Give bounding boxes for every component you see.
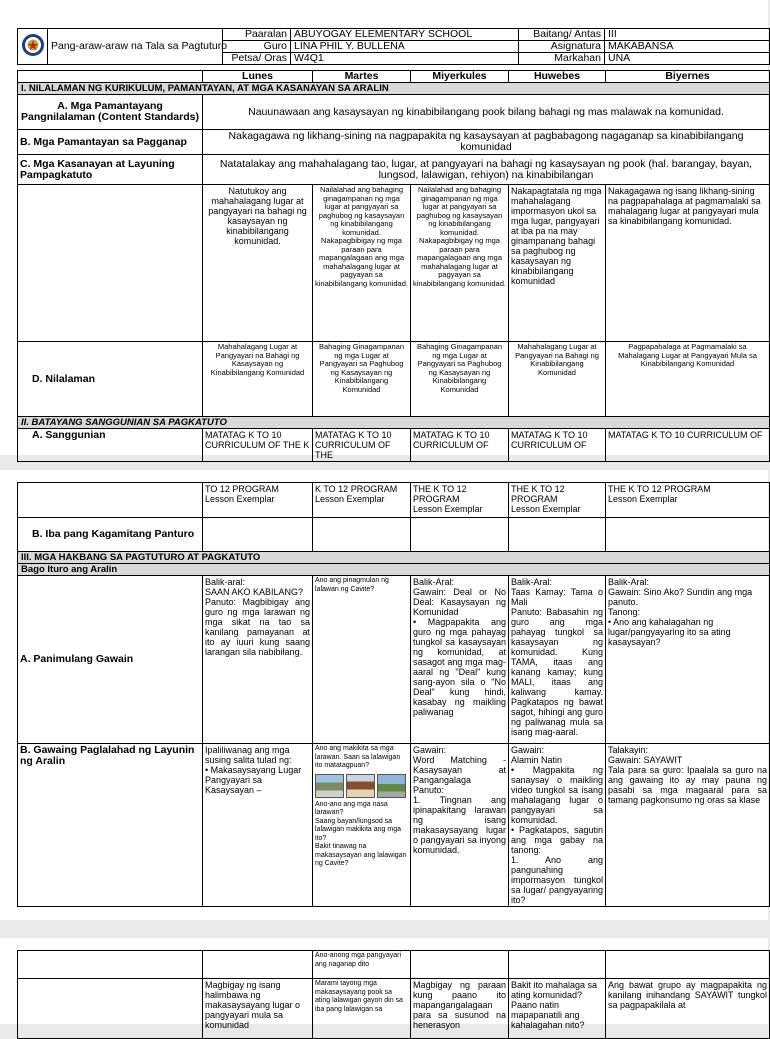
label-content-standards: A. Mga Pamantayang Pangnilalaman (Content Standards) [18,95,203,130]
dll-table-page-1 [17,70,770,462]
sanggunian-cont-blank [18,483,203,518]
day-header-huwebes: Huwebes [509,71,606,83]
p3-row2-miyerkules: Magbigay ng paraan kung paano ito mapangangalagaan para sa susunod na henerasyon [411,979,509,1039]
panimulang-lunes: Balik-aral: SAAN AKO KABILANG? Panuto: Magbibigay ang guro ng mga larawan ng mga sikat na tao sa kanilang pamayanan at ito ay iuuri kung saang larangan sila nabibilang. [203,576,313,744]
paaralan-label: Paaralan [223,29,291,41]
nilalaman-lunes: Mahahalagang Lugar at Pangyayari na Bahagi ng Kasaysayan ng Kinabibilangang Komunidad [203,342,313,417]
objective-lunes: Natutukoy ang mahahalagang lugar at pangyayari na bahagi ng kasaysayan ng kinabibilangang komunidad. [203,185,313,342]
seal-icon [21,33,45,57]
label-performance-standards: B. Mga Pamantayan sa Pagganap [18,130,203,155]
paglalahad-martes-questions: Ano-ano ang mga nasa larawan? Saang bayan/lungsod sa lalawigan makikita ang mga ito? Bakit tinawag na makasaysayan ang lalawigan ng Cavite? [315,800,407,867]
iba-lunes [203,518,313,552]
header-table [17,28,770,65]
landmark-photo-3 [377,774,406,798]
label-competencies: C. Mga Kasanayan at Layuning Pampagkatuto [18,155,203,185]
asignatura-label: Asignatura [519,41,605,53]
nilalaman-martes: Bahaging Ginagampanan ng mga Lugar at Pangyayari sa Paghubog ng Kasaysayan ng Kinabibilangang Komunidad [313,342,411,417]
performance-standards-text: Nakagagawa ng likhang-sining na nagpapakita ng kasaysayan at pagbabagong nagaganap sa kinabibilangang komunidad [203,130,770,155]
sanggunian-cont-martes: K TO 12 PROGRAM Lesson Exemplar [313,483,411,518]
p3-row2-biyernes: Ang bawat grupo ay magpapakita ng kanilang inihandang SAYAWIT tungkol sa pagpapakilala at [606,979,770,1039]
label-iba-pang-kagamitan: B. Iba pang Kagamitang Panturo [18,518,203,552]
label-sanggunian: A. Sanggunian [18,429,203,462]
paglalahad-huwebes: Gawain: Alamin Natin • Magpakita ng sanaysay o maikling video tungkol sa isang mahalagang lugar o pangyayari sa komunidad. • Pagkatapos, sagutin ang mga gabay na tanong: 1. Ano ang pangunahing impormasyon tungkol sa lugar/ pangyayaring ito? [509,744,606,907]
guro-value: LINA PHIL Y. BULLENA [291,41,519,53]
sanggunian-cont-huwebes: THE K TO 12 PROGRAM Lesson Exemplar [509,483,606,518]
sanggunian-cont-lunes: TO 12 PROGRAM Lesson Exemplar [203,483,313,518]
landmark-photos [315,774,408,798]
p3-row1-miyerkules [411,951,509,979]
landmark-photo-1 [315,774,344,798]
baitang-value: III [605,29,770,41]
content-standards-text: Nauunawaan ang kasaysayan ng kinabibilangang pook bilang bahagi ng mas malawak na komunidad. [203,95,770,130]
p3-row2-huwebes: Bakit ito mahalaga sa ating komunidad? Paano natin mapapanatili ang kahalagahan nito? [509,979,606,1039]
baitang-label: Baitang/ Antas [519,29,605,41]
paglalahad-miyerkules: Gawain: Word Matching - Kasaysayan at Pangangalaga Panuto: 1. Tingnan ang ipinapakitang larawan ng isang makasaysayang lugar o pangyayari sa inyong komunidad. [411,744,509,907]
subsection-bago-ituro: Bago Ituro ang Aralin [18,564,770,576]
objective-biyernes: Nakagagawa ng isang likhang-sining na pagpapahalaga at pagmamalaki sa mahalagang lugar at pangyayari mula sa kinabibilangang komunidad. [606,185,770,342]
paglalahad-biyernes: Talakayin: Gawain: SAYAWIT Tala para sa guro: Ipaalala sa guro na ang gawaing ito ay may pauna ng pasabi sa mga magaaral para sa tamang pagkonsumo ng oras sa klase [606,744,770,907]
p3-row1-martes: Ano-anong mga pangyayari ang naganap dito [313,951,411,979]
iba-miyerkules [411,518,509,552]
objectives-label-blank [18,185,203,342]
day-header-lunes: Lunes [203,71,313,83]
label-nilalaman: D. Nilalaman [18,342,203,417]
competencies-text: Natatalakay ang mahahalagang tao, lugar, at pangyayari na bahagi ng kasaysayan ng pook (hal. barangay, bayan, lungsod, lalawigan, rehiyon) na kinabibilangan [203,155,770,185]
label-panimulang-gawain: A. Panimulang Gawain [18,576,203,744]
sanggunian-miyerkules: MATATAG K TO 10 CURRICULUM OF [411,429,509,462]
section-2-heading: II. BATAYANG SANGGUNIAN SA PAGKATUTO [18,417,770,429]
iba-biyernes [606,518,770,552]
petsa-label: Petsa/ Oras [223,53,291,65]
guro-label: Guro [223,41,291,53]
markahan-label: Markahan [519,53,605,65]
iba-martes [313,518,411,552]
objective-martes: Nailalahad ang bahaging ginagampanan ng mga lugar at pangyayari sa paghubog ng kasaysayan ng kinabibilangang komunidad. Nakapagbibigay ng mga paraan para mapangalagaan ang mga mahahalagang lugar at pagyayari sa kinabibilangang komunidad. [313,185,411,342]
p3-row2-label [18,979,203,1039]
p3-row1-huwebes [509,951,606,979]
day-header-martes: Martes [313,71,411,83]
sanggunian-biyernes: MATATAG K TO 10 CURRICULUM OF [606,429,770,462]
nilalaman-miyerkules: Bahaging Ginagampanan ng mga Lugar at Pangyayari sa Paghubog ng Kasaysayan ng Kinabibilangang Komunidad [411,342,509,417]
p3-row2-martes: Marami tayong mga makasaysayang pook sa ating lalawigan gayon din sa iba pang lalawigan sa [313,979,411,1039]
markahan-value: UNA [605,53,770,65]
page-3 [0,938,768,1030]
sanggunian-huwebes: MATATAG K TO 10 CURRICULUM OF [509,429,606,462]
sanggunian-cont-miyerkules: THE K TO 12 PROGRAM Lesson Exemplar [411,483,509,518]
paglalahad-lunes: Ipaliliwanag ang mga susing salita tulad ng: • Makasaysayang Lugar Pangyayari sa Kasaysayan – [203,744,313,907]
panimulang-huwebes: Balik-Aral: Taas Kamay: Tama o Mali Panuto: Babasahin ng guro ang mga pahayag tungkol sa kasaysayan ng komunidad. Kung TAMA, itaas ang kanang kamay; kung MALI, itaas ang kaliwang kamay. Pagkatapos ng bawat sagot, hihingi ang guro ng paliwanag mula sa isang mag-aaral. [509,576,606,744]
label-paglalahad: B. Gawaing Paglalahad ng Layunin ng Aralin [18,744,203,907]
day-header-blank [18,71,203,83]
paglalahad-martes [313,744,411,907]
p3-row1-lunes [203,951,313,979]
sanggunian-cont-biyernes: THE K TO 12 PROGRAM Lesson Exemplar [606,483,770,518]
day-header-miyerkules: Miyerkules [411,71,509,83]
nilalaman-huwebes: Mahahalagang Lugar at Pangyayari na Bahagi ng Kinabibilangang Komunidad [509,342,606,417]
panimulang-biyernes: Balik-Aral: Gawain: Sino Ako? Sundin ang mga panuto. Tanong: • Ano ang kahalagahan ng lugar/pangyayaring ito sa ating kasaysayan? [606,576,770,744]
deped-seal [18,29,48,65]
page-2 [0,470,768,920]
petsa-value: W4Q1 [291,53,519,65]
paaralan-value: ABUYOGAY ELEMENTARY SCHOOL [291,29,519,41]
asignatura-value: MAKABANSA [605,41,770,53]
p3-row2-lunes: Magbigay ng isang halimbawa ng makasaysayang lugar o pangyayari mula sa komunidad [203,979,313,1039]
sanggunian-lunes: MATATAG K TO 10 CURRICULUM OF THE K [203,429,313,462]
p3-row1-label [18,951,203,979]
dll-table-page-3 [17,950,770,1039]
page-1 [0,0,768,460]
section-1-heading: I. NILALAMAN NG KURIKULUM, PAMANTAYAN, AT MGA KASANAYAN SA ARALIN [18,83,770,95]
nilalaman-biyernes: Pagpapahalaga at Pagmamalaki sa Mahalagang Lugar at Pangyayari Mula sa Kinabibilangang Komunidad [606,342,770,417]
day-header-biyernes: Biyernes [606,71,770,83]
objective-miyerkules: Nailalahad ang bahaging ginagampanan ng mga lugar at pangyayari sa paghubog ng kasaysayan ng kinabibilangang komunidad. Nakapagbibigay ng mga paraan para mapangalagaan ang mga mahahalagang lugar at pagyayari sa kinabibilangang komunidad. [411,185,509,342]
dll-table-page-2 [17,482,770,907]
panimulang-martes: Ano ang pinagmulan ng lalawan ng Cavite? [313,576,411,744]
objective-huwebes: Nakapagtatala ng mga mahahalagang impormasyon ukol sa mga lugar, pangyayari at iba pa na may ginampanang bahagi sa paghubog ng kasaysayan ng kinabibilangang komunidad [509,185,606,342]
sanggunian-martes: MATATAG K TO 10 CURRICULUM OF THE [313,429,411,462]
p3-row1-biyernes [606,951,770,979]
doc-title: Pang-araw-araw na Tala sa Pagtuturo [48,29,223,65]
paglalahad-martes-question: Ano ang makikita sa mga larawan. Saan sa lalawigan ito matatagpuan? [315,745,401,769]
section-3-heading: III. MGA HAKBANG SA PAGTUTURO AT PAGKATUTO [18,552,770,564]
landmark-photo-2 [346,774,375,798]
iba-huwebes [509,518,606,552]
panimulang-miyerkules: Balik-Aral: Gawain: Deal or No Deal: Kasaysayan ng Komunidad • Magpapakita ang guro ng mga pahayag tungkol sa kasaysayan ng komunidad, at sasagot ang mga mag-aaral ng "Deal" kung sang-ayon sila o "No Deal" kung hindi, kasabay ng maikling paliwanag [411,576,509,744]
